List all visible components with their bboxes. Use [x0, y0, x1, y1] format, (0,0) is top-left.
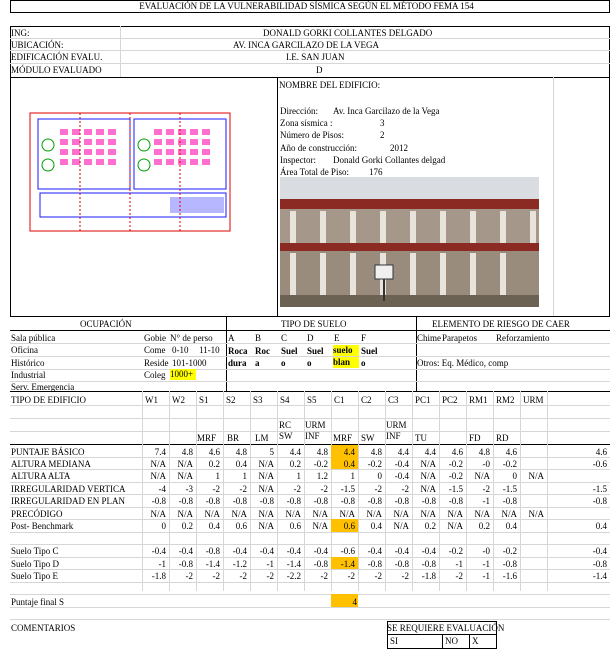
- score-cell: -0.4: [313, 546, 328, 556]
- requiere-label: SE REQUIERE EVALUACIÓN: [387, 623, 505, 633]
- score-cell: 0.4: [505, 521, 517, 531]
- score-cell: -2: [401, 571, 409, 581]
- score-cell: N/A: [177, 471, 193, 481]
- zona-value: 3: [380, 118, 385, 128]
- sub-inf2: INF: [386, 431, 401, 441]
- tipo-suelo-heading: TIPO DE SUELO: [281, 319, 347, 329]
- score-cell: -0.8: [178, 496, 193, 506]
- ubicacion-label: UBICACIÓN:: [11, 40, 64, 50]
- column-header-s1: S1: [199, 395, 209, 405]
- score-cell: N/A: [393, 509, 409, 519]
- suelo-b-roca: Roc: [255, 346, 270, 356]
- score-cell: N/A: [420, 509, 436, 519]
- score-cell: 0.4: [235, 459, 247, 469]
- score-cell: 4.8: [370, 447, 382, 457]
- score-cell: -1.8: [151, 571, 166, 581]
- suelo-e-blando: suelo: [333, 345, 359, 356]
- ocupacion-101-1000: 101-1000: [172, 358, 207, 368]
- score-cell: -1.5: [592, 484, 607, 494]
- score-cell: 4.6: [451, 447, 463, 457]
- score-cell: -0.2: [448, 471, 463, 481]
- score-cell: -0.4: [394, 471, 409, 481]
- score-cell: -0.4: [421, 546, 436, 556]
- riesgo-reforzamiento: Reforzamiento: [496, 333, 550, 343]
- score-cell: -2: [320, 571, 328, 581]
- score-cell: -0.8: [394, 559, 409, 569]
- column-header-pc1: PC1: [415, 395, 431, 405]
- score-cell: -2: [347, 571, 355, 581]
- suelo-letter-c: C: [281, 333, 288, 343]
- score-cell: -0.4: [151, 546, 166, 556]
- score-row-label: Suelo Tipo D: [11, 559, 60, 569]
- score-cell: -2: [239, 484, 247, 494]
- suelo-letter-e: E: [334, 333, 340, 343]
- zona-label: Zona sísmica :: [280, 118, 333, 128]
- direccion-label: Dirección:: [280, 106, 318, 116]
- score-cell: -1.2: [232, 559, 247, 569]
- score-cell: 0.2: [424, 521, 436, 531]
- ocupacion-oficina: Oficina: [11, 345, 38, 355]
- score-cell: 5: [269, 447, 274, 457]
- score-cell: -0.6: [592, 459, 607, 469]
- score-cell: -0.8: [592, 559, 607, 569]
- suelo-d-suelo: Suel: [307, 346, 324, 356]
- score-cell: -1.4: [592, 571, 607, 581]
- score-cell: N/A: [474, 471, 490, 481]
- score-cell: 0.4: [595, 521, 607, 531]
- sub-rc: RC: [279, 420, 292, 430]
- ing-label: ING:: [11, 28, 30, 38]
- score-cell: -0.4: [286, 546, 301, 556]
- suelo-a-roca: Roca: [228, 346, 248, 356]
- score-cell: N/A: [231, 509, 247, 519]
- score-cell: N/A: [339, 509, 355, 519]
- column-header-urm: URM: [523, 395, 544, 405]
- column-header-c3: C3: [388, 395, 399, 405]
- score-cell: -2: [401, 484, 409, 494]
- score-cell: -0.8: [340, 496, 355, 506]
- modulo-value: D: [316, 65, 323, 75]
- score-cell: -0.4: [592, 546, 607, 556]
- score-cell: -1.5: [448, 484, 463, 494]
- score-cell: N/A: [393, 521, 409, 531]
- column-header-c2: C2: [361, 395, 372, 405]
- score-cell: -4: [158, 484, 166, 494]
- riesgo-parapetos: Parapetos: [442, 333, 477, 343]
- area-value: 176: [369, 167, 383, 177]
- score-cell: -1: [482, 571, 490, 581]
- column-header-w2: W2: [172, 395, 185, 405]
- score-cell: -0.4: [394, 546, 409, 556]
- score-cell: 0: [161, 521, 166, 531]
- score-cell: 0.6: [289, 521, 301, 531]
- score-cell: -0.6: [340, 546, 355, 556]
- score-cell: -1: [482, 496, 490, 506]
- score-cell: N/A: [285, 509, 301, 519]
- inspector-label: Inspector:: [280, 155, 316, 165]
- ocupacion-1000-plus: 1000+: [170, 369, 196, 380]
- score-row-label: ALTURA MEDIANA: [11, 459, 91, 469]
- modulo-label: MÓDULO EVALUADO: [11, 65, 102, 75]
- score-cell: -1.4: [286, 559, 301, 569]
- score-cell: -0.8: [421, 496, 436, 506]
- score-cell: -1: [266, 559, 274, 569]
- score-cell: 4.8: [478, 447, 490, 457]
- score-cell: 0: [512, 471, 517, 481]
- edificacion-value: I.E. SAN JUAN: [286, 52, 345, 62]
- score-cell: -2: [212, 571, 220, 581]
- sub-fd: FD: [469, 433, 481, 443]
- score-cell: 0.6: [343, 521, 355, 531]
- puntaje-final-label: Puntaje final S: [11, 597, 64, 607]
- score-cell: -0.8: [367, 496, 382, 506]
- ocupacion-serv-emergencia: Serv. Emergencia: [11, 382, 75, 392]
- column-header-s2: S2: [226, 395, 236, 405]
- score-cell: 0.2: [208, 459, 220, 469]
- score-row-label: IRREGULARIDAD EN PLAN: [11, 496, 125, 506]
- ubicacion-value: AV. INCA GARCILAZO DE LA VEGA: [233, 40, 380, 50]
- floor-plan-drawing: [20, 105, 240, 245]
- score-cell: -1: [158, 559, 166, 569]
- suelo-letter-d: D: [307, 333, 314, 343]
- score-cell: N/A: [150, 471, 166, 481]
- score-cell: 0.2: [181, 521, 193, 531]
- score-cell: 0.4: [208, 521, 220, 531]
- score-cell: 0.2: [478, 521, 490, 531]
- score-cell: 0: [377, 471, 382, 481]
- requiere-no: NO: [445, 636, 458, 646]
- ocupacion-historico: Histórico: [11, 358, 45, 368]
- score-cell: -0.4: [394, 459, 409, 469]
- score-cell: -0.8: [313, 496, 328, 506]
- score-cell: N/A: [366, 509, 382, 519]
- score-row-label: Suelo Tipo C: [11, 546, 59, 556]
- score-row-label: Post- Benchmark: [11, 521, 74, 531]
- building-name-label: NOMBRE DEL EDIFICIO:: [279, 80, 381, 90]
- score-cell: 4.6: [595, 447, 607, 457]
- score-cell: -2: [374, 571, 382, 581]
- sub-tu: TU: [415, 433, 427, 443]
- score-cell: 4.6: [505, 447, 517, 457]
- column-header-s3: S3: [253, 395, 263, 405]
- score-cell: N/A: [474, 509, 490, 519]
- score-cell: -1.6: [502, 571, 517, 581]
- score-cell: N/A: [420, 459, 436, 469]
- score-cell: -1.4: [205, 559, 220, 569]
- ocupacion-residencial: Reside: [144, 358, 169, 368]
- score-cell: N/A: [177, 459, 193, 469]
- score-cell: N/A: [258, 471, 274, 481]
- ocupacion-num-personas: N° de perso: [170, 333, 213, 343]
- score-row-label: PUNTAJE BÁSICO: [11, 447, 85, 457]
- score-cell: 4.4: [424, 447, 436, 457]
- score-cell: 4.8: [316, 447, 328, 457]
- ocupacion-colegio: Coleg: [144, 370, 166, 380]
- score-cell: -0.8: [151, 496, 166, 506]
- score-cell: -0.2: [313, 459, 328, 469]
- score-cell: 1: [215, 471, 220, 481]
- suelo-letter-b: B: [255, 333, 262, 343]
- score-cell: -0.8: [502, 496, 517, 506]
- column-header-rm1: RM1: [469, 395, 488, 405]
- score-cell: -2: [212, 484, 220, 494]
- ocupacion-0-10: 0-10: [172, 345, 189, 355]
- ocupacion-heading: OCUPACIÓN: [80, 319, 132, 329]
- ocupacion-gobierno: Gobie: [144, 333, 166, 343]
- edificacion-label: EDIFICACIÓN EVALU.: [11, 52, 103, 62]
- score-cell: -0: [482, 546, 490, 556]
- score-cell: -0.8: [313, 559, 328, 569]
- building-photo-svg: [280, 177, 539, 307]
- pisos-label: Número de Pisos:: [280, 130, 344, 140]
- score-cell: N/A: [420, 471, 436, 481]
- score-cell: 1.2: [316, 471, 328, 481]
- score-cell: -0.8: [205, 496, 220, 506]
- score-cell: N/A: [258, 521, 274, 531]
- score-cell: 1: [296, 471, 301, 481]
- score-cell: N/A: [204, 509, 220, 519]
- anio-label: Año de construcción:: [280, 143, 357, 153]
- score-cell: 0.2: [289, 459, 301, 469]
- column-header-s5: S5: [307, 395, 317, 405]
- score-cell: N/A: [312, 509, 328, 519]
- pisos-value: 2: [380, 130, 385, 140]
- ocupacion-sala-publica: Sala pública: [11, 333, 56, 343]
- score-cell: -2: [239, 571, 247, 581]
- score-cell: -0.4: [259, 546, 274, 556]
- suelo-f-suelo: Suel: [361, 346, 378, 356]
- page-title: EVALUACIÓN DE LA VULNERABILIDAD SÍSMICA SEGÚN EL MÉTODO FEMA 154: [139, 1, 474, 11]
- suelo-a-dura: dura: [228, 358, 247, 368]
- score-cell: -2: [266, 571, 274, 581]
- score-cell: N/A: [258, 484, 274, 494]
- score-cell: N/A: [258, 509, 274, 519]
- building-photo: [280, 177, 539, 307]
- score-cell: -0.4: [367, 546, 382, 556]
- score-cell: -0.8: [502, 559, 517, 569]
- ocupacion-industrial: Industrial: [11, 370, 46, 380]
- score-cell: 1: [242, 471, 247, 481]
- score-cell: -1.5: [340, 484, 355, 494]
- column-header-c1: C1: [334, 395, 345, 405]
- suelo-f-o: o: [361, 358, 366, 368]
- score-cell: -1: [455, 559, 463, 569]
- area-label: Área Total de Piso:: [280, 167, 349, 177]
- score-cell: -0.4: [232, 546, 247, 556]
- score-cell: -0.2: [502, 459, 517, 469]
- score-cell: 4.4: [289, 447, 301, 457]
- score-cell: N/A: [420, 484, 436, 494]
- score-cell: N/A: [312, 521, 328, 531]
- sub-urm: URM: [305, 420, 326, 430]
- score-cell: 0.6: [235, 521, 247, 531]
- score-cell: N/A: [447, 521, 463, 531]
- suelo-c-suelo: Suel: [281, 346, 298, 356]
- riesgo-heading: ELEMENTO DE RIESGO DE CAER: [432, 319, 570, 329]
- score-cell: -0.8: [367, 559, 382, 569]
- score-cell: -3: [185, 484, 193, 494]
- score-row-label: PRECÓDIGO: [11, 509, 63, 519]
- sub-sw: SW: [279, 431, 293, 441]
- score-cell: 4.8: [235, 447, 247, 457]
- requiere-x: X: [472, 636, 479, 646]
- score-cell: -0.8: [178, 559, 193, 569]
- score-cell: -0.2: [367, 459, 382, 469]
- score-cell: N/A: [177, 509, 193, 519]
- score-cell: -0.8: [205, 546, 220, 556]
- suelo-b-a: a: [255, 358, 260, 368]
- sub-mrf2: MRF: [333, 433, 353, 443]
- floor-plan-svg: [20, 105, 240, 245]
- score-cell: -0.4: [178, 546, 193, 556]
- score-cell: -2: [482, 484, 490, 494]
- direccion-value: Av. Inca Garcilazo de la Vega: [333, 106, 440, 116]
- score-cell: -0: [482, 459, 490, 469]
- ing-value: DONALD GORKI COLLANTES DELGADO: [263, 28, 433, 38]
- sub-mrf: MRF: [197, 433, 217, 443]
- sub-sw2: SW: [361, 433, 375, 443]
- score-cell: 4.4: [397, 447, 409, 457]
- riesgo-otros: Otros: Eq. Médico, comp: [417, 358, 509, 368]
- sub-urm2: URM: [386, 420, 407, 430]
- score-cell: 4.8: [181, 447, 193, 457]
- ocupacion-comercial: Come: [144, 345, 166, 355]
- score-cell: -1: [482, 559, 490, 569]
- sub-inf: INF: [305, 431, 320, 441]
- score-cell: -2: [293, 484, 301, 494]
- score-cell: N/A: [501, 509, 517, 519]
- score-cell: -2: [185, 571, 193, 581]
- sub-rd: RD: [496, 433, 509, 443]
- score-cell: 4.4: [343, 447, 355, 457]
- column-header-pc2: PC2: [442, 395, 458, 405]
- score-cell: N/A: [150, 509, 166, 519]
- score-cell: -1.5: [502, 484, 517, 494]
- requiere-si: SI: [390, 636, 399, 646]
- column-header-w1: W1: [145, 395, 158, 405]
- score-row-label: ALTURA ALTA: [11, 471, 71, 481]
- column-header-s4: S4: [280, 395, 290, 405]
- score-cell: -0.8: [592, 496, 607, 506]
- score-cell: -1.8: [421, 571, 436, 581]
- score-cell: -0.8: [394, 496, 409, 506]
- suelo-c-o: o: [281, 358, 286, 368]
- score-row-label: IRREGULARIDAD VERTICA: [11, 484, 126, 494]
- sub-lm: LM: [255, 433, 269, 443]
- score-cell: -0.2: [448, 459, 463, 469]
- score-cell: 0.4: [370, 521, 382, 531]
- score-cell: 1: [350, 471, 355, 481]
- score-cell: -0.2: [448, 546, 463, 556]
- score-cell: N/A: [447, 509, 463, 519]
- score-cell: -0.8: [259, 496, 274, 506]
- column-header-rm2: RM2: [496, 395, 515, 405]
- sub-br: BR: [227, 433, 240, 443]
- score-cell: -0.8: [421, 559, 436, 569]
- score-cell: N/A: [528, 471, 544, 481]
- ocupacion-11-100: 11-10: [199, 345, 220, 355]
- score-cell: N/A: [150, 459, 166, 469]
- puntaje-final-value: 4: [352, 597, 357, 607]
- anio-value: 2012: [390, 143, 408, 153]
- score-row-label: Suelo Tipo E: [11, 571, 59, 581]
- suelo-letter-a: A: [228, 333, 235, 343]
- riesgo-chimeneas: Chime: [417, 333, 441, 343]
- score-cell: -0.8: [286, 496, 301, 506]
- score-cell: -0.8: [232, 496, 247, 506]
- score-cell: -2: [455, 571, 463, 581]
- score-cell: 0.4: [343, 459, 355, 469]
- score-cell: 4.6: [208, 447, 220, 457]
- suelo-d-o: o: [307, 358, 312, 368]
- score-cell: N/A: [528, 509, 544, 519]
- score-cell: -0.8: [448, 496, 463, 506]
- score-cell: 7.4: [154, 447, 166, 457]
- score-cell: N/A: [258, 459, 274, 469]
- score-cell: -1.4: [340, 559, 355, 569]
- tipo-edificio-label: TIPO DE EDIFICIO: [11, 395, 86, 405]
- inspector-value: Donald Gorki Collantes delgad: [333, 155, 446, 165]
- score-cell: -2: [374, 484, 382, 494]
- suelo-e-blan: blan: [333, 357, 359, 368]
- suelo-letter-f: F: [361, 333, 367, 343]
- score-cell: -0.2: [502, 546, 517, 556]
- score-cell: -2.2: [286, 571, 301, 581]
- score-cell: -2: [320, 484, 328, 494]
- comentarios-label: COMENTARIOS: [11, 623, 76, 633]
